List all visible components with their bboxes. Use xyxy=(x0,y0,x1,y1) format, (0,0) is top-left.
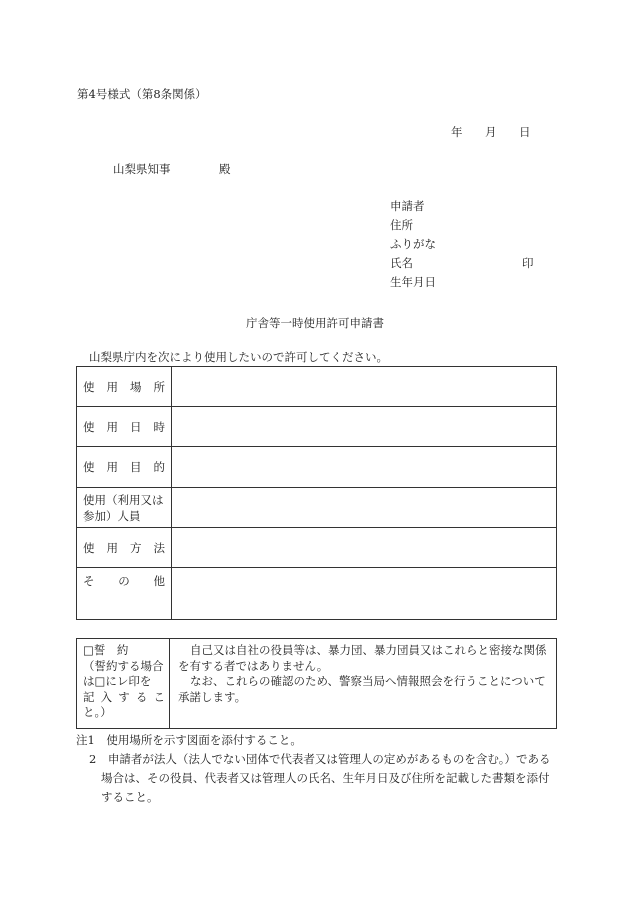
table-row xyxy=(77,447,557,488)
note-1: 注1 使用場所を示す図面を添付すること。 xyxy=(76,733,302,747)
label-char: 用 xyxy=(106,379,118,394)
label-char: 目 xyxy=(130,460,142,474)
date-day-label: 日 xyxy=(519,125,531,139)
document-title: 庁舎等一時使用許可申請書 xyxy=(246,316,384,330)
table-row xyxy=(77,568,557,620)
row-label-method xyxy=(77,528,172,568)
note-2-continued: 場合は、その役員、代表者又は管理人の氏名、生年月日及び住所を記載した書類を添付 xyxy=(101,771,550,785)
usage-datetime-field[interactable] xyxy=(172,407,557,447)
table-row xyxy=(77,639,557,729)
pledge-label-cell xyxy=(77,639,170,729)
pledge-text-cell xyxy=(170,639,557,729)
applicant-heading: 申請者 xyxy=(390,199,425,213)
pledge-label-line xyxy=(83,690,165,706)
label-char: す xyxy=(118,689,130,704)
row-label-other xyxy=(77,568,172,620)
note-2-continued: すること。 xyxy=(101,790,159,804)
applicant-address-label: 住所 xyxy=(390,218,413,232)
intro-text: 山梨県庁内を次により使用したいので許可してください。 xyxy=(89,350,388,364)
pledge-text-line: 承諾します。 xyxy=(178,689,247,704)
label-char: 使 xyxy=(83,419,95,434)
pledge-checkbox-label[interactable]: □誓 約 xyxy=(83,643,129,657)
usage-attendees-field[interactable] xyxy=(172,488,557,528)
label-char: 法 xyxy=(153,540,165,555)
applicant-name-label: 氏名 xyxy=(390,256,413,270)
form-number: 第4号様式（第8条関係） xyxy=(77,87,207,101)
label-char: 時 xyxy=(153,419,165,434)
label-char: そ xyxy=(83,574,95,588)
seal-mark: 印 xyxy=(522,256,534,270)
label-char: 入 xyxy=(100,689,113,704)
pledge-text-line: を有する者ではありません。 xyxy=(178,658,329,673)
label-char: こ xyxy=(153,689,165,704)
label-line: 参加）人員 xyxy=(83,508,141,523)
label-char: 場 xyxy=(130,379,142,394)
label-char: 使 xyxy=(83,540,95,555)
label-char: 他 xyxy=(153,574,165,588)
usage-other-field[interactable] xyxy=(172,568,557,620)
label-char: 使 xyxy=(83,460,95,474)
addressee-name: 山梨県知事 xyxy=(113,162,171,176)
table-row xyxy=(77,367,557,407)
label-char: の xyxy=(118,574,130,588)
label-char: 用 xyxy=(106,419,118,434)
row-label-place xyxy=(77,367,172,407)
table-row xyxy=(77,407,557,447)
addressee-honorific: 殿 xyxy=(219,162,231,176)
pledge-text-line: なお、これらの確認のため、警察当局へ情報照会を行うことについて xyxy=(190,674,546,688)
pledge-text-line: 自己又は自社の役員等は、暴力団、暴力団員又はこれらと密接な関係 xyxy=(190,643,547,657)
usage-place-field[interactable] xyxy=(172,367,557,407)
usage-details-table xyxy=(76,366,557,620)
date-month-label: 月 xyxy=(485,125,497,139)
pledge-label-line: と。） xyxy=(83,705,112,719)
label-char: 日 xyxy=(130,419,142,434)
table-row xyxy=(77,528,557,568)
label-char: る xyxy=(135,689,148,704)
applicant-birthdate-label: 生年月日 xyxy=(390,275,436,289)
label-char: 使 xyxy=(83,379,95,394)
table-row xyxy=(77,488,557,528)
label-line: 使用（利用又は xyxy=(83,492,164,507)
row-label-attendees xyxy=(77,488,172,528)
usage-purpose-field[interactable] xyxy=(172,447,557,488)
applicant-furigana-label: ふりがな xyxy=(390,237,436,251)
row-label-datetime xyxy=(77,407,172,447)
label-char: 記 xyxy=(83,689,95,704)
pledge-label-line: （誓約する場合 xyxy=(83,658,164,673)
pledge-table xyxy=(76,638,557,729)
label-char: 的 xyxy=(153,460,165,474)
label-char: 用 xyxy=(106,460,118,474)
note-2: 2 申請者が法人（法人でない団体で代表者又は管理人の定めがあるものを含む。）である xyxy=(89,752,551,766)
row-label-purpose xyxy=(77,447,172,488)
label-char: 所 xyxy=(153,379,165,394)
pledge-label-line: は□にレ印を xyxy=(83,674,152,688)
label-char: 方 xyxy=(130,540,142,555)
date-year-label: 年 xyxy=(451,125,463,139)
label-char: 用 xyxy=(106,540,118,555)
usage-method-field[interactable] xyxy=(172,528,557,568)
